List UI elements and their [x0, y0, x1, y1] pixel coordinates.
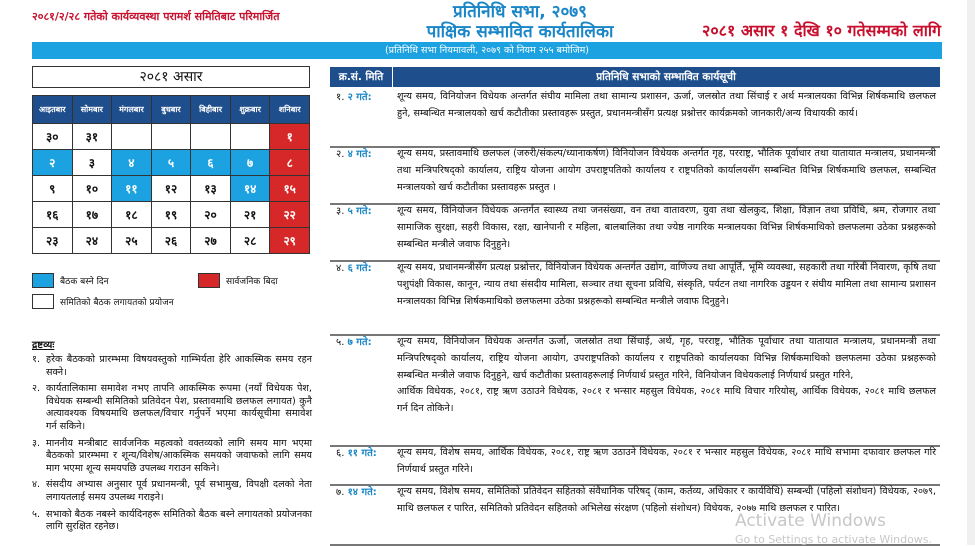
note-number: २. [32, 383, 41, 395]
schedule-date [336, 484, 377, 498]
agenda-text: शून्य समय, विशेष समय, आर्थिक विधेयक, २०८१, राष्ट्र ऋण उठाउने विधेयक, २०८१ र भन्सार महसुल विधेयक, २०८१ माथि सभामा दफावार छलफल गरि निर्णयार्थ प्रस्तुत गरिने। [397, 447, 936, 475]
calendar-week [33, 150, 310, 176]
calendar [32, 95, 310, 254]
note-item [32, 438, 312, 476]
schedule-number: ३. [336, 206, 345, 217]
legend-holiday: सार्वजनिक बिदा [226, 277, 278, 287]
calendar-day: ३ [72, 150, 112, 176]
schedule-date [336, 203, 372, 217]
schedule-day: २ गते: [347, 92, 372, 103]
title-line-2: पाक्षिक सम्भावित कार्यतालिका [426, 22, 614, 42]
calendar-day: १६ [33, 202, 73, 228]
title-line-1: प्रतिनिधि सभा, २०७९ [453, 2, 587, 22]
calendar-empty-cell [191, 124, 231, 150]
weekday-header: शुक्रबार [230, 96, 270, 124]
schedule-date [336, 146, 372, 160]
note-number: ४. [32, 479, 41, 491]
weekday-header: बिहीबार [191, 96, 231, 124]
calendar-day: १५ [270, 176, 310, 202]
calendar-day: ११ [112, 176, 152, 202]
legend-meeting: बैठक बस्ने दिन [60, 277, 109, 287]
calendar-day: १७ [72, 202, 112, 228]
calendar-day: २ [33, 150, 73, 176]
legend-committee: समितिको बैठक लगायतको प्रयोजन [60, 298, 174, 308]
calendar-day: ७ [230, 150, 270, 176]
calendar-day: २६ [151, 228, 191, 254]
schedule-agenda [397, 89, 936, 123]
calendar-day: २८ [230, 228, 270, 254]
calendar-empty-cell [151, 124, 191, 150]
schedule-day: ५ गते: [347, 206, 372, 217]
schedule-number: ४. [336, 263, 345, 274]
calendar-empty-cell [230, 124, 270, 150]
schedule-number: ५. [336, 337, 345, 348]
schedule-row [330, 260, 940, 336]
note-item [32, 383, 312, 433]
calendar-day: ८ [270, 150, 310, 176]
note-text: सभाको बैठक नबस्ने कार्यदिनहरू समितिको बैठक बस्ने लगायतको प्रयोजनका लागि सुरक्षित रहनेछ। [46, 508, 312, 533]
schedule-date [336, 445, 377, 459]
note-number: ५. [32, 508, 41, 520]
schedule-date [336, 89, 372, 103]
calendar-day: १० [72, 176, 112, 202]
schedule-day: ११ गते: [347, 448, 377, 459]
calendar-day: ३१ [72, 124, 112, 150]
schedule-agenda [397, 445, 936, 479]
note-number: ३. [32, 437, 41, 449]
schedule-day: ६ गते: [347, 263, 372, 274]
calendar-day: २३ [33, 228, 73, 254]
schedule-agenda [397, 260, 936, 310]
calendar-day: २० [191, 202, 231, 228]
calendar-day: २४ [72, 228, 112, 254]
agenda-text: शून्य समय, विशेष समय, समितिको प्रतिवेदन सहितको संवैधानिक परिषद् (काम, कर्तव्य, अधिकार र कार्यविधि) सम्बन्धी (पहिलो संशोधन) विधेयक, २०७९, माथि छलफल र पारित, समितिको प्रतिवेदन सहितको अभिलेख संरक्षण (पहिलो संशोधन) विधेयक, २०७७ माथि छलफल र पारित। [397, 486, 936, 514]
calendar-day: ४ [112, 150, 152, 176]
schedule-number: ६. [336, 448, 345, 459]
revision-note: २०८१/२/२८ गतेको कार्यव्यवस्था परामर्श समितिबाट परिमार्जित [32, 10, 280, 23]
schedule-row [330, 445, 940, 486]
schedule-number: १. [336, 92, 345, 103]
calendar-day: २२ [270, 202, 310, 228]
agenda-text: शून्य समय, विनियोजन विधेयक अन्तर्गत संघीय मामिला तथा सामान्य प्रशासन, ऊर्जा, जलस्रोत तथा सिंचाई र अर्थ मन्त्रालयका विभिन्न शिर्षकमाथि छलफल हुने, सम्बन्धित मन्त्रालयको खर्च कटौतीका प्रस्तावहरू प्रस्तुत, प्रधानमन्त्रीसँग प्रत्यक्ष प्रश्नोत्तर कार्यक्रमको जानकारी/अन्य विधायकी कार्य। [397, 91, 936, 119]
note-item [32, 509, 312, 534]
calendar-day: ९ [33, 176, 73, 202]
calendar-day: १२ [151, 176, 191, 202]
note-text: संसदीय अभ्यास अनुसार पूर्व प्रधानमन्त्री, पूर्व सभामुख, विपक्षी दलको नेता लगायतलाई समय उपलब्ध गराइने। [46, 479, 312, 503]
calendar-week [33, 228, 310, 254]
schedule-header-date: क्र.सं. मिति [330, 67, 393, 87]
calendar-day: २७ [191, 228, 231, 254]
weekday-header: बुधबार [151, 96, 191, 124]
note-item [32, 479, 312, 504]
schedule-agenda [397, 334, 936, 418]
calendar-day: ६ [191, 150, 231, 176]
calendar-week [33, 202, 310, 228]
subtitle-bar: (प्रतिनिधि सभा नियमावली, २०७९ को नियम २५५ बमोजिम) [32, 42, 942, 59]
calendar-title: २०८१ असार [32, 66, 310, 88]
agenda-text: शून्य समय, विनियोजन विधेयक अन्तर्गत ऊर्जा, जलस्रोत तथा सिंचाई, अर्थ, गृह, परराष्ट्र, भौतिक पूर्वाधार तथा यातायात मन्त्रालय, प्रधानमन्त्री तथा मन्त्रिपरिषद्को कार्यालय, राष्ट्रिय योजना आयोग, उपराष्ट्रपतिको कार्यालय र राष्ट्रपतिको कार्यालयका विभिन्न शिर्षकमाथिको छलफलमा उठेका प्रश्नहरूको सम्बन्धित मन्त्रीले जवाफ दिनुहुने, खर्च कटौतीका प्रस्तावहरूलाई निर्णयार्थ प्रस्तुत गरिने, विनियोजन विधेयकलाई निर्णयार्थ प्रस्तुत गरिने, [397, 336, 936, 381]
note-number: १. [32, 354, 41, 365]
calendar-empty-cell [112, 124, 152, 150]
schedule-header-agenda: प्रतिनिधि सभाको सम्भावित कार्यसूची [596, 71, 736, 83]
weekday-header: आइतबार [33, 96, 73, 124]
agenda-text: शून्य समय, विनियोजन विधेयक अन्तर्गत स्वास्थ्य तथा जनसंख्या, वन तथा वातावरण, युवा तथा खेलकुद, शिक्षा, विज्ञान तथा प्रविधि, श्रम, रोजगार तथा सामाजिक सुरक्षा, सहरी विकास, रक्षा, खानेपानी र महिला, बालबालिका तथा ज्येष्ठ नागरिक मन्त्रालयका विभिन्न शिर्षकमाथिको छलफलमा उठेका प्रश्नहरूको सम्बन्धित मन्त्रीले जवाफ दिनुहुने। [397, 205, 936, 250]
activation-watermark: Activate Windows [735, 511, 886, 531]
schedule-day: ४ गते: [347, 149, 372, 160]
schedule-number: ७. [336, 487, 345, 498]
calendar-day: २९ [270, 228, 310, 254]
page-title [390, 2, 650, 42]
agenda-text: शून्य समय, प्रस्तावमाथि छलफल (जरुरी/संकल्प/ध्यानाकर्षण) विनियोजन विधेयक अन्तर्गत गृह, परराष्ट्र, भौतिक पूर्वाधार तथा यातायात मन्त्रालय, प्रधानमन्त्री तथा मन्त्रिपरिषद्को कार्यालय, राष्ट्रिय योजना आयोग उपराष्ट्रपतिको कार्यालय र राष्ट्रपतिको कार्यालयसँग सम्बन्धित विभिन्न शिर्षकमाथि छलफल, सम्बन्धित मन्त्रालयको खर्च कटौतीका प्रस्तावहरू प्रस्तुत । [397, 148, 936, 193]
weekday-header: सोमबार [72, 96, 112, 124]
note-text: कार्यतालिकामा समावेश नभए तापनि आकस्मिक रूपमा (नयाँ विधेयक पेश, विधेयक सम्बन्धी समितिको प्रतिवेदन पेश, प्रस्तावमाथि छलफल लगायत) कुनै अत्यावश्यक विषयमाथि छलफल/विचार गर्नुपर्ने भएमा कार्यसूचीमा समावेश गर्न सकिने। [46, 383, 312, 432]
schedule-row [330, 203, 940, 262]
weekday-header: शनिबार [270, 96, 310, 124]
agenda-text-continued: आर्थिक विधेयक, २०८१, राष्ट्र ऋण उठाउने विधेयक, २०८१ र भन्सार महसुल विधेयक, २०८१ माथि विचार गरियोस्, आर्थिक विधेयक, २०८१ माथि छलफल गर्न दिन तोकिने। [397, 386, 936, 415]
note-text: हरेक बैठकको प्रारम्भमा विषयवस्तुको गाम्भिर्यता हेरि आकस्मिक समय रहन सक्ने। [46, 354, 312, 378]
date-range: २०८१ असार १ देखि १० गतेसम्मको लागि [702, 21, 941, 40]
calendar-day: १४ [230, 176, 270, 202]
notes-list [32, 354, 312, 538]
calendar-week [33, 176, 310, 202]
calendar-day: ३० [33, 124, 73, 150]
weekday-header: मंगलबार [112, 96, 152, 124]
committee-swatch [32, 294, 54, 309]
schedule-row [330, 89, 940, 148]
activation-watermark-sub: Go to Settings to activate Windows. [735, 533, 933, 546]
calendar-day: १८ [112, 202, 152, 228]
schedule-day: ७ गते: [347, 337, 372, 348]
calendar-day: १९ [151, 202, 191, 228]
calendar-day: २१ [230, 202, 270, 228]
calendar-week [33, 124, 310, 150]
schedule-date [336, 260, 372, 274]
schedule-number: २. [336, 149, 345, 160]
holiday-swatch [198, 273, 220, 288]
calendar-day: ५ [151, 150, 191, 176]
schedule-agenda [397, 203, 936, 253]
calendar-day: १ [270, 124, 310, 150]
calendar-day: २५ [112, 228, 152, 254]
schedule-day: १४ गते: [347, 487, 377, 498]
schedule-date [336, 334, 372, 348]
agenda-text: शून्य समय, प्रधानमन्त्रीसँग प्रत्यक्ष प्रश्नोत्तर, विनियोजन विधेयक अन्तर्गत उद्योग, वाणिज्य तथा आपूर्ति, भूमि व्यवस्था, सहकारी तथा गरिबी निवारण, कृषि तथा पशुपंक्षी विकास, कानून, न्याय तथा संसदीय मामिला, सञ्चार तथा सूचना प्रविधि, संस्कृति, पर्यटन तथा नागरिक उड्डयन र संघीय मामिला तथा सामान्य प्रशासन मन्त्रालयका विभिन्न शिर्षकमाथिको छलफलमा उठेका प्रश्नहरूको सम्बन्धित मन्त्रीले जवाफ दिनुहुने। [397, 262, 936, 307]
note-text: माननीय मन्त्रीबाट सार्वजनिक महत्वको वक्तव्यको लागि समय माग भएमा बैठकको प्रारम्भमा र शून्य/विशेष/आकस्मिक समयको जवाफको लागि समय माग भएमा शून्य समयपछि उपलब्ध गराउन सकिने। [46, 437, 312, 474]
scrollbar[interactable] [967, 0, 975, 545]
schedule-row [330, 146, 940, 205]
schedule-header [330, 67, 940, 87]
calendar-day: १३ [191, 176, 231, 202]
notes-title: द्रष्टव्यः [32, 340, 55, 351]
schedule-agenda [397, 146, 936, 196]
meeting-day-swatch [32, 273, 54, 288]
note-item [32, 354, 312, 379]
schedule-row [330, 334, 940, 447]
